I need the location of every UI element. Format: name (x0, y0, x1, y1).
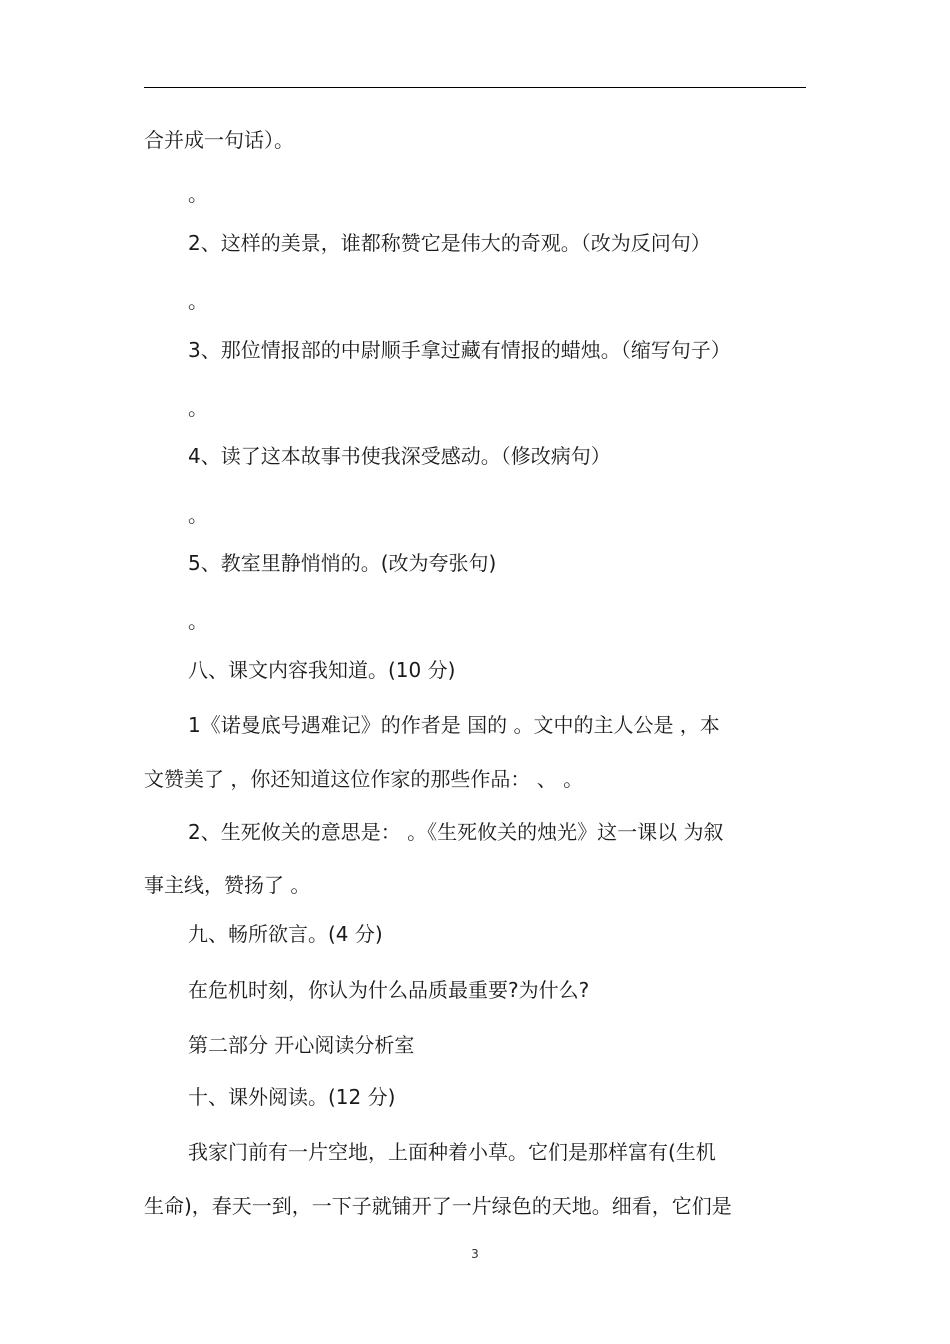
answer-line: 。 (188, 503, 208, 527)
section-heading: 八、课文内容我知道。(10 分) (188, 658, 456, 682)
question-line: 1《诺曼底号遇难记》的作者是 国的 。文中的主人公是 ，本 (188, 713, 720, 737)
question-line: 2、生死攸关的意思是： 。《生死攸关的烛光》这一课以 为叙 (188, 820, 724, 844)
section-heading: 九、畅所欲言。(4 分) (188, 922, 383, 946)
question-line: 3、那位情报部的中尉顺手拿过藏有情报的蜡烛。（缩写句子） (188, 338, 731, 362)
question-line: 文赞美了 ，你还知道这位作家的那些作品： 、 。 (144, 767, 584, 791)
header-rule (144, 87, 806, 88)
page-number: 3 (471, 1247, 479, 1261)
question-line: 2、这样的美景，谁都称赞它是伟大的奇观。（改为反问句） (188, 231, 711, 255)
part-heading: 第二部分 开心阅读分析室 (188, 1033, 415, 1057)
question-line: 事主线，赞扬了 。 (144, 873, 311, 897)
answer-line: 。 (188, 609, 208, 633)
answer-line: 。 (188, 182, 208, 206)
text-line: 合并成一句话）。 (144, 128, 294, 152)
question-line: 5、教室里静悄悄的。(改为夸张句) (188, 551, 497, 575)
question-line: 4、读了这本故事书使我深受感动。（修改病句） (188, 444, 611, 468)
answer-line: 。 (188, 396, 208, 420)
answer-line: 。 (188, 289, 208, 313)
section-heading: 十、课外阅读。(12 分) (188, 1085, 396, 1109)
question-line: 在危机时刻，你认为什么品质最重要?为什么? (188, 978, 590, 1002)
passage-line: 我家门前有一片空地，上面种着小草。它们是那样富有(生机 (188, 1140, 716, 1164)
passage-line: 生命)，春天一到，一下子就铺开了一片绿色的天地。细看，它们是 (144, 1194, 732, 1218)
